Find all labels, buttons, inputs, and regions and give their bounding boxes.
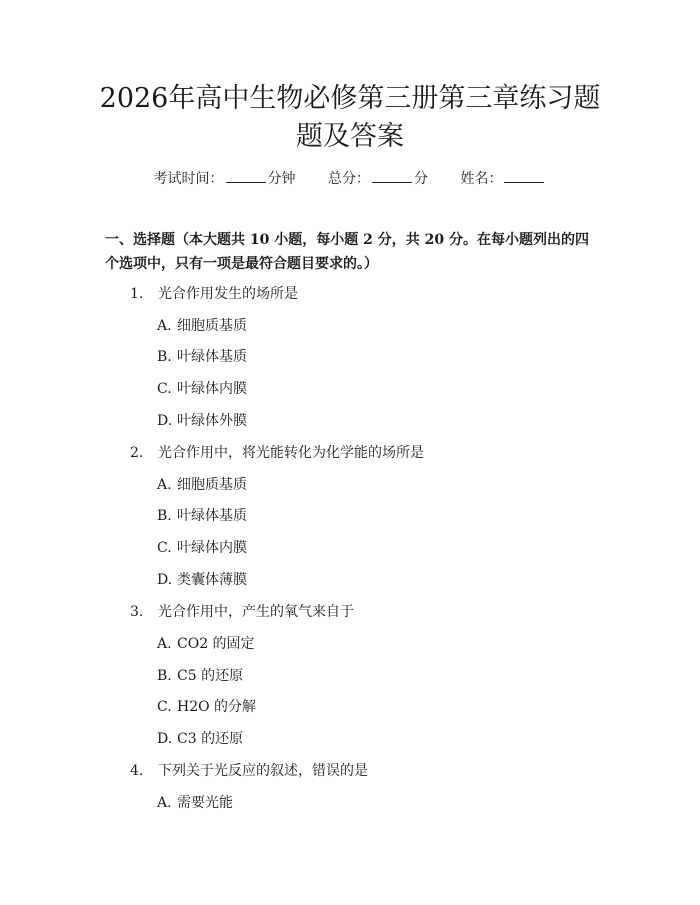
question-number: 3. xyxy=(130,604,144,620)
answer-option[interactable] xyxy=(157,378,247,398)
option-letter: A. xyxy=(157,477,172,493)
question-number: 4. xyxy=(130,763,144,779)
answer-option[interactable] xyxy=(157,696,256,716)
answer-option[interactable] xyxy=(157,665,243,685)
student-name-field xyxy=(460,168,546,188)
exam-time-blank xyxy=(226,172,266,183)
answer-option[interactable] xyxy=(157,505,247,525)
answer-option[interactable] xyxy=(157,315,247,335)
exam-time-label: 考试时间： xyxy=(153,171,224,187)
total-score-field xyxy=(328,168,428,188)
exam-time-field xyxy=(154,168,296,188)
option-letter: D. xyxy=(157,572,173,588)
question-number: 2. xyxy=(130,445,144,461)
question-item xyxy=(130,283,298,303)
exam-time-unit: 分钟 xyxy=(267,171,296,187)
option-text: 叶绿体外膜 xyxy=(177,413,247,429)
option-text: 细胞质基质 xyxy=(177,318,247,334)
option-letter: B. xyxy=(157,349,172,365)
option-letter: A. xyxy=(157,636,172,652)
question-text: 光合作用中，产生的氧气来自于 xyxy=(158,604,354,620)
option-text: 需要光能 xyxy=(177,795,233,811)
option-text: C3 的还原 xyxy=(177,731,244,747)
document-title: 2026年高中生物必修第三册第三章练习题题及答案 xyxy=(99,83,601,152)
answer-option[interactable] xyxy=(157,633,255,653)
option-text: 细胞质基质 xyxy=(177,477,247,493)
question-text: 光合作用发生的场所是 xyxy=(158,286,298,302)
question-number: 1. xyxy=(130,286,144,302)
question-text: 下列关于光反应的叙述，错误的是 xyxy=(158,763,368,779)
option-text: 类囊体薄膜 xyxy=(177,572,247,588)
answer-option[interactable] xyxy=(157,474,247,494)
option-text: 叶绿体内膜 xyxy=(177,381,247,397)
option-text: 叶绿体基质 xyxy=(177,349,247,365)
option-letter: D. xyxy=(157,413,173,429)
answer-option[interactable] xyxy=(157,537,247,557)
option-text: C5 的还原 xyxy=(177,668,244,684)
option-text: 叶绿体基质 xyxy=(177,508,247,524)
student-name-label: 姓名： xyxy=(460,171,503,187)
student-name-blank xyxy=(504,172,544,183)
option-text: H2O 的分解 xyxy=(177,699,257,715)
option-letter: B. xyxy=(157,668,172,684)
option-text: CO2 的固定 xyxy=(177,636,255,652)
answer-option[interactable] xyxy=(157,792,233,812)
option-letter: A. xyxy=(157,318,172,334)
option-letter: B. xyxy=(157,508,172,524)
section-heading: 一、选择题（本大题共 10 小题，每小题 2 分，共 20 分。在每小题列出的四个选项中，只有一项是最符合题目要求的。） xyxy=(105,232,589,272)
question-item xyxy=(130,442,424,462)
total-score-label: 总分： xyxy=(328,171,370,187)
answer-option[interactable] xyxy=(157,728,243,748)
option-letter: D. xyxy=(157,731,173,747)
total-score-unit: 分 xyxy=(414,171,428,187)
option-text: 叶绿体内膜 xyxy=(177,540,247,556)
question-item xyxy=(130,601,354,621)
answer-option[interactable] xyxy=(157,346,247,366)
option-letter: C. xyxy=(157,540,172,556)
option-letter: C. xyxy=(157,381,172,397)
exam-meta xyxy=(0,168,700,188)
question-item xyxy=(130,760,368,780)
question-text: 光合作用中，将光能转化为化学能的场所是 xyxy=(158,445,424,461)
option-letter: A. xyxy=(157,795,172,811)
answer-option[interactable] xyxy=(157,569,247,589)
option-letter: C. xyxy=(157,699,172,715)
answer-option[interactable] xyxy=(157,410,247,430)
total-score-blank xyxy=(372,172,412,183)
